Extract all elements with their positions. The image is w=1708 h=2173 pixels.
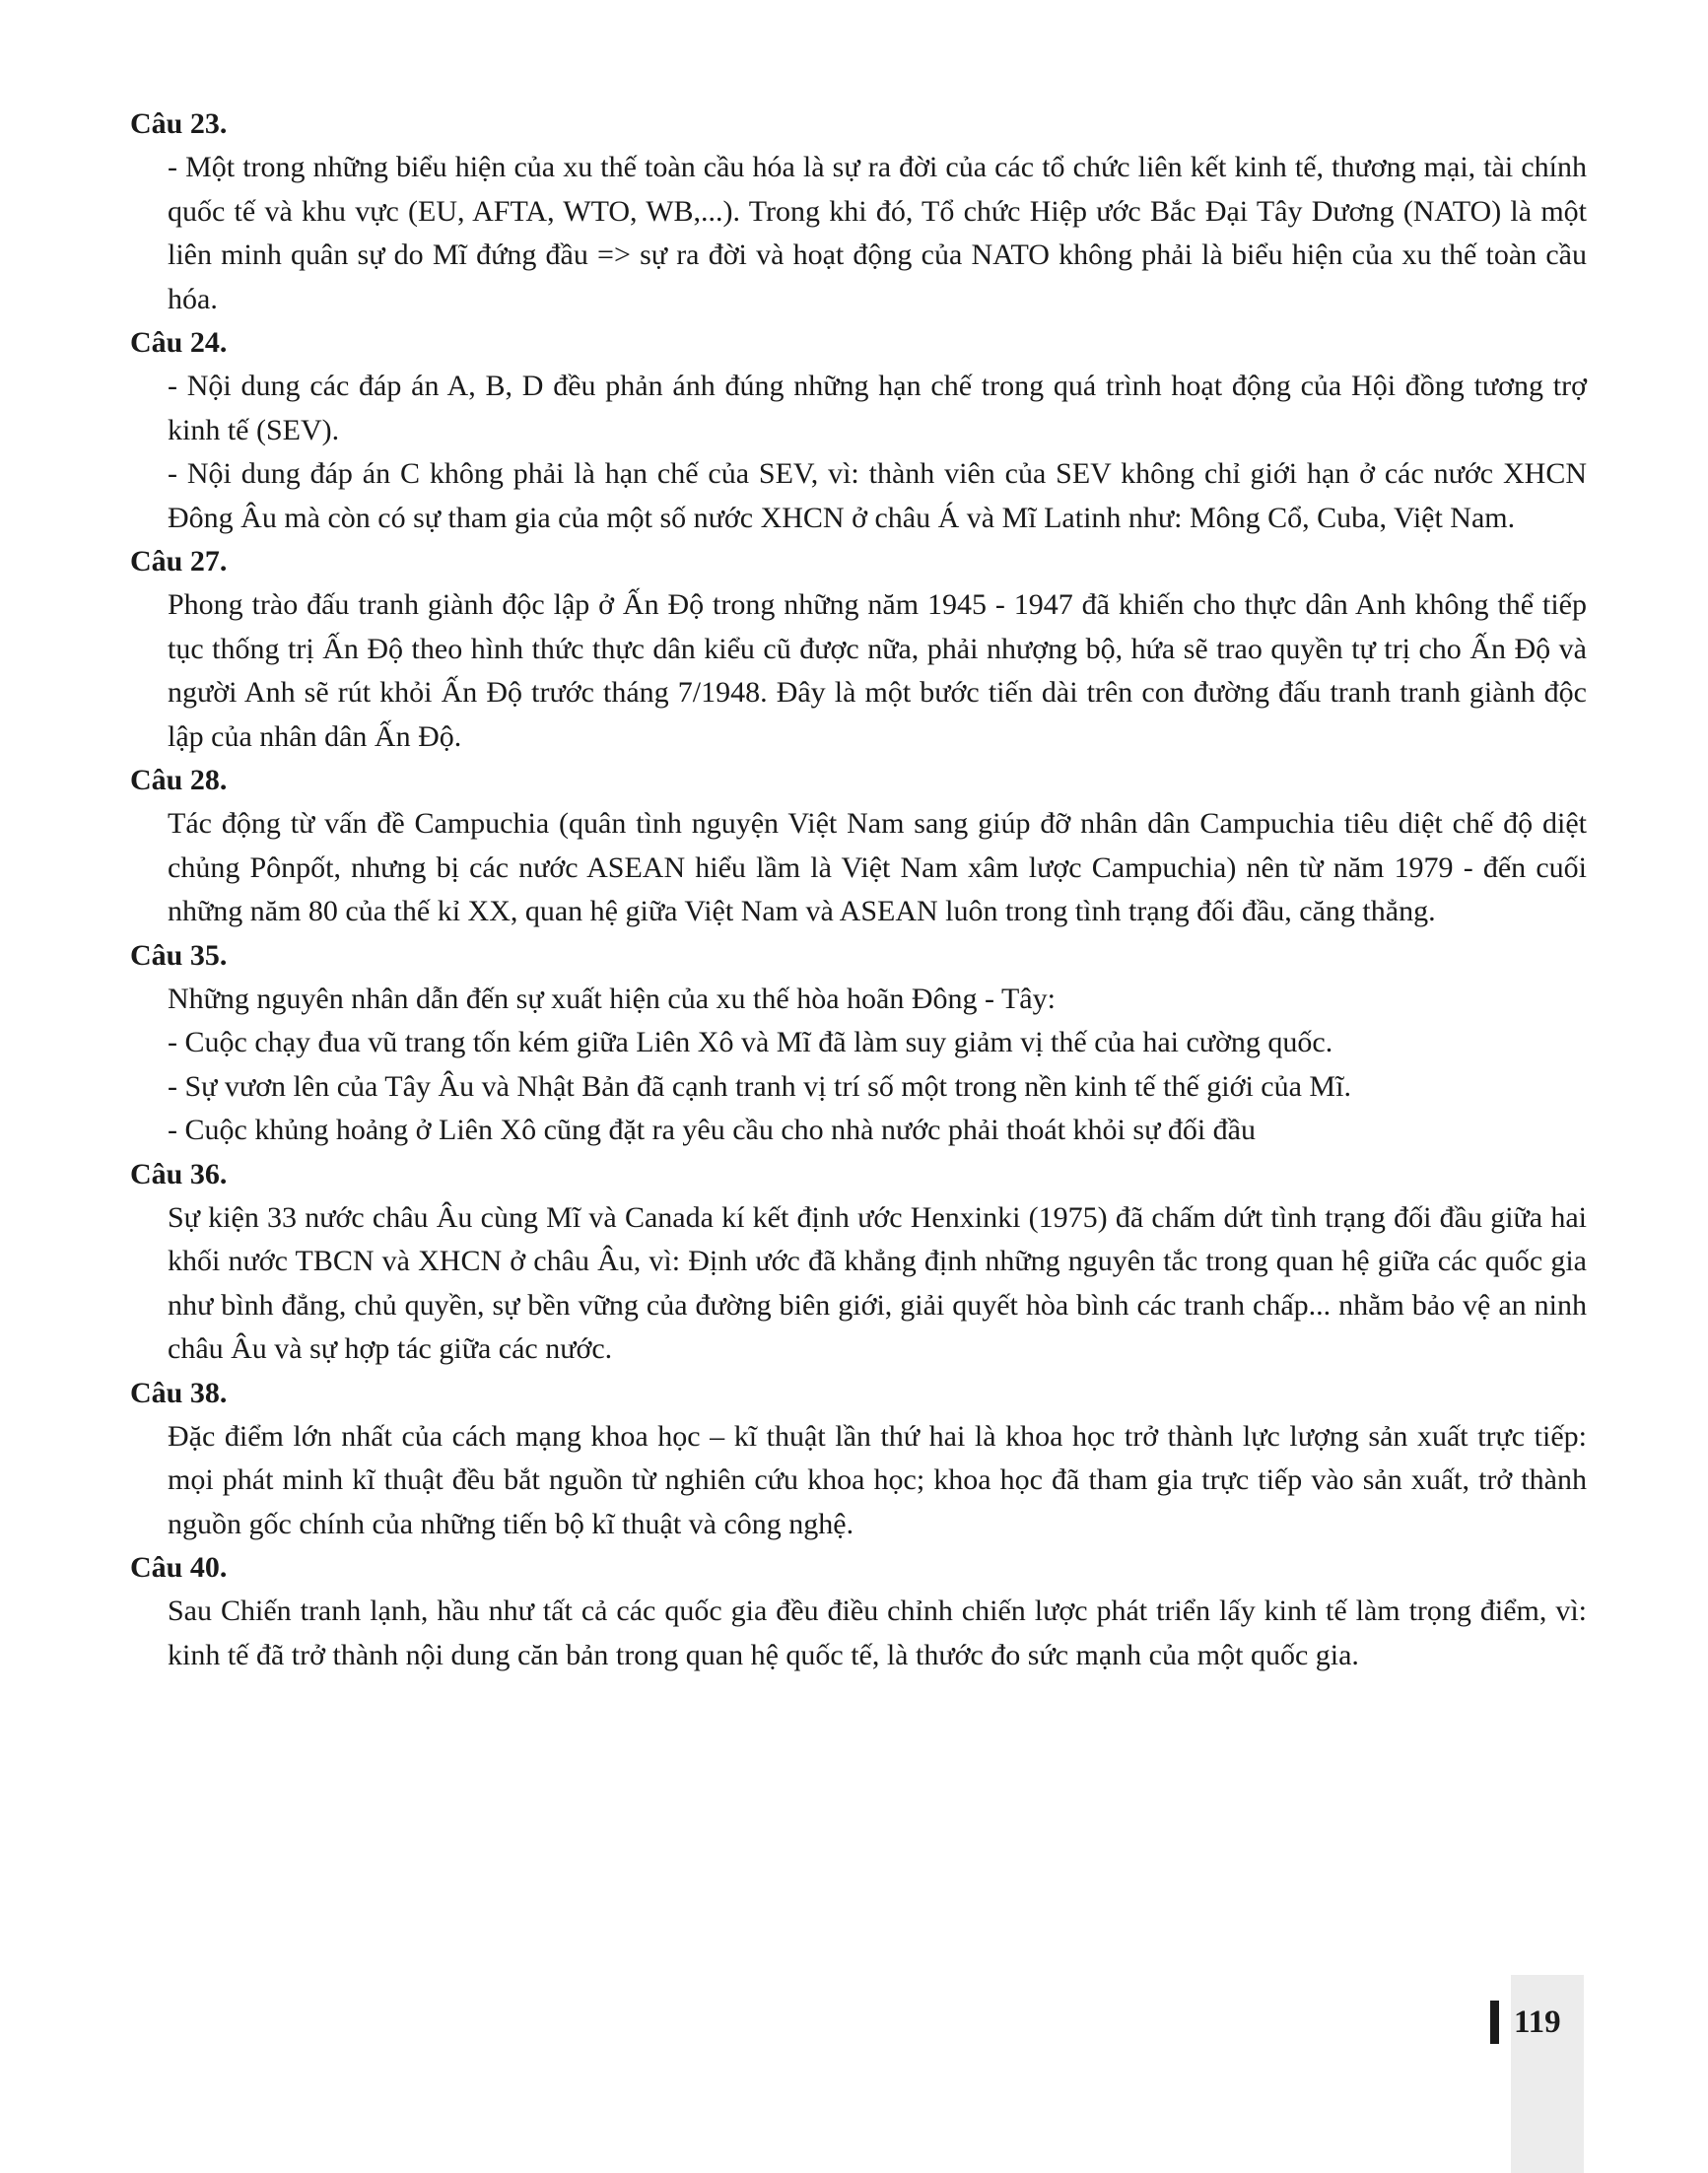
explanation-paragraph: Đặc điểm lớn nhất của cách mạng khoa học – kĩ thuật lần thứ hai là khoa học trở thành lực lượng sản xuất trực tiếp: mọi phát minh kĩ thuật đều bắt nguồn từ nghiên cứu khoa học; khoa học đã tham gia trực tiếp vào sản xuất, trở thành nguồn gốc chính của những tiến bộ kĩ thuật và công nghệ. xyxy=(168,1419,1587,1540)
explanation-paragraph: Phong trào đấu tranh giành độc lập ở Ấn Độ trong những năm 1945 - 1947 đã khiến cho thực dân Anh không thể tiếp tục thống trị Ấn Độ theo hình thức thực dân kiểu cũ được nữa, phải nhượng bộ, hứa sẽ trao quyền tự trị cho Ấn Độ và người Anh sẽ rút khỏi Ấn Độ trước tháng 7/1948. Đây là một bước tiến dài trên con đường đấu tranh tranh giành độc lập của nhân dân Ấn Độ. xyxy=(168,588,1587,753)
explanation-paragraph: - Cuộc khủng hoảng ở Liên Xô cũng đặt ra yêu cầu cho nhà nước phải thoát khỏi sự đối đầu xyxy=(168,1114,1256,1146)
section-cau-35 xyxy=(130,934,1587,1153)
explanation-paragraph: - Sự vươn lên của Tây Âu và Nhật Bản đã cạnh tranh vị trí số một trong nền kinh tế thế giới của Mĩ. xyxy=(168,1069,1351,1103)
explanation-paragraph: Sự kiện 33 nước châu Âu cùng Mĩ và Canada kí kết định ước Henxinki (1975) đã chấm dứt tình trạng đối đầu giữa hai khối nước TBCN và XHCN ở châu Âu, vì: Định ước đã khẳng định những nguyên tắc trong quan hệ giữa các quốc gia như bình đẳng, chủ quyền, sự bền vững của đường biên giới, giải quyết hòa bình các tranh chấp... nhằm bảo vệ an ninh châu Âu và sự hợp tác giữa các nước. xyxy=(168,1200,1587,1365)
section-cau-24 xyxy=(130,321,1587,540)
question-title: Câu 40. xyxy=(130,1551,228,1584)
question-title: Câu 24. xyxy=(130,326,228,359)
question-title: Câu 38. xyxy=(130,1376,228,1409)
question-title: Câu 35. xyxy=(130,938,228,972)
explanation-paragraph: - Một trong những biểu hiện của xu thế toàn cầu hóa là sự ra đời của các tổ chức liên kết kinh tế, thương mại, tài chính quốc tế và khu vực (EU, AFTA, WTO, WB,...). Trong khi đó, Tổ chức Hiệp ước Bắc Đại Tây Dương (NATO) là một liên minh quân sự do Mĩ đứng đầu => sự ra đời và hoạt động của NATO không phải là biểu hiện của xu thế toàn cầu hóa. xyxy=(168,151,1587,315)
section-cau-40 xyxy=(130,1546,1587,1677)
section-cau-28 xyxy=(130,759,1587,934)
explanation-paragraph: Sau Chiến tranh lạnh, hầu như tất cả các quốc gia đều điều chỉnh chiến lược phát triển lấy kinh tế làm trọng điểm, vì: kinh tế đã trở thành nội dung căn bản trong quan hệ quốc tế, là thước đo sức mạnh của một quốc gia. xyxy=(168,1595,1587,1671)
explanation-paragraph: - Nội dung các đáp án A, B, D đều phản ánh đúng những hạn chế trong quá trình hoạt động của Hội đồng tương trợ kinh tế (SEV). xyxy=(168,370,1587,446)
section-cau-38 xyxy=(130,1372,1587,1547)
section-cau-36 xyxy=(130,1153,1587,1372)
question-title: Câu 28. xyxy=(130,764,228,796)
explanation-paragraph: - Cuộc chạy đua vũ trang tốn kém giữa Liên Xô và Mĩ đã làm suy giảm vị thế của hai cường quốc. xyxy=(168,1026,1333,1058)
explanation-paragraph: - Nội dung đáp án C không phải là hạn chế của SEV, vì: thành viên của SEV không chỉ giới hạn ở các nước XHCN Đông Âu mà còn có sự tham gia của một số nước XHCN ở châu Á và Mĩ Latinh như: Mông Cổ, Cuba, Việt Nam. xyxy=(168,457,1587,534)
section-cau-27 xyxy=(130,540,1587,759)
question-title: Câu 23. xyxy=(130,107,228,140)
answer-explanations xyxy=(130,102,1587,1677)
page-number: 119 xyxy=(1514,2004,1561,2040)
page-number-bar xyxy=(1490,2001,1499,2044)
question-title: Câu 27. xyxy=(130,545,228,577)
question-title: Câu 36. xyxy=(130,1157,228,1190)
section-cau-23 xyxy=(130,102,1587,321)
explanation-paragraph: Những nguyên nhân dẫn đến sự xuất hiện của xu thế hòa hoãn Đông - Tây: xyxy=(168,982,1056,1015)
explanation-paragraph: Tác động từ vấn đề Campuchia (quân tình nguyện Việt Nam sang giúp đỡ nhân dân Campuchia tiêu diệt chế độ diệt chủng Pônpốt, nhưng bị các nước ASEAN hiểu lầm là Việt Nam xâm lược Campuchia) nên từ năm 1979 - đến cuối những năm 80 của thế kỉ XX, quan hệ giữa Việt Nam và ASEAN luôn trong tình trạng đối đầu, căng thẳng. xyxy=(168,807,1587,927)
